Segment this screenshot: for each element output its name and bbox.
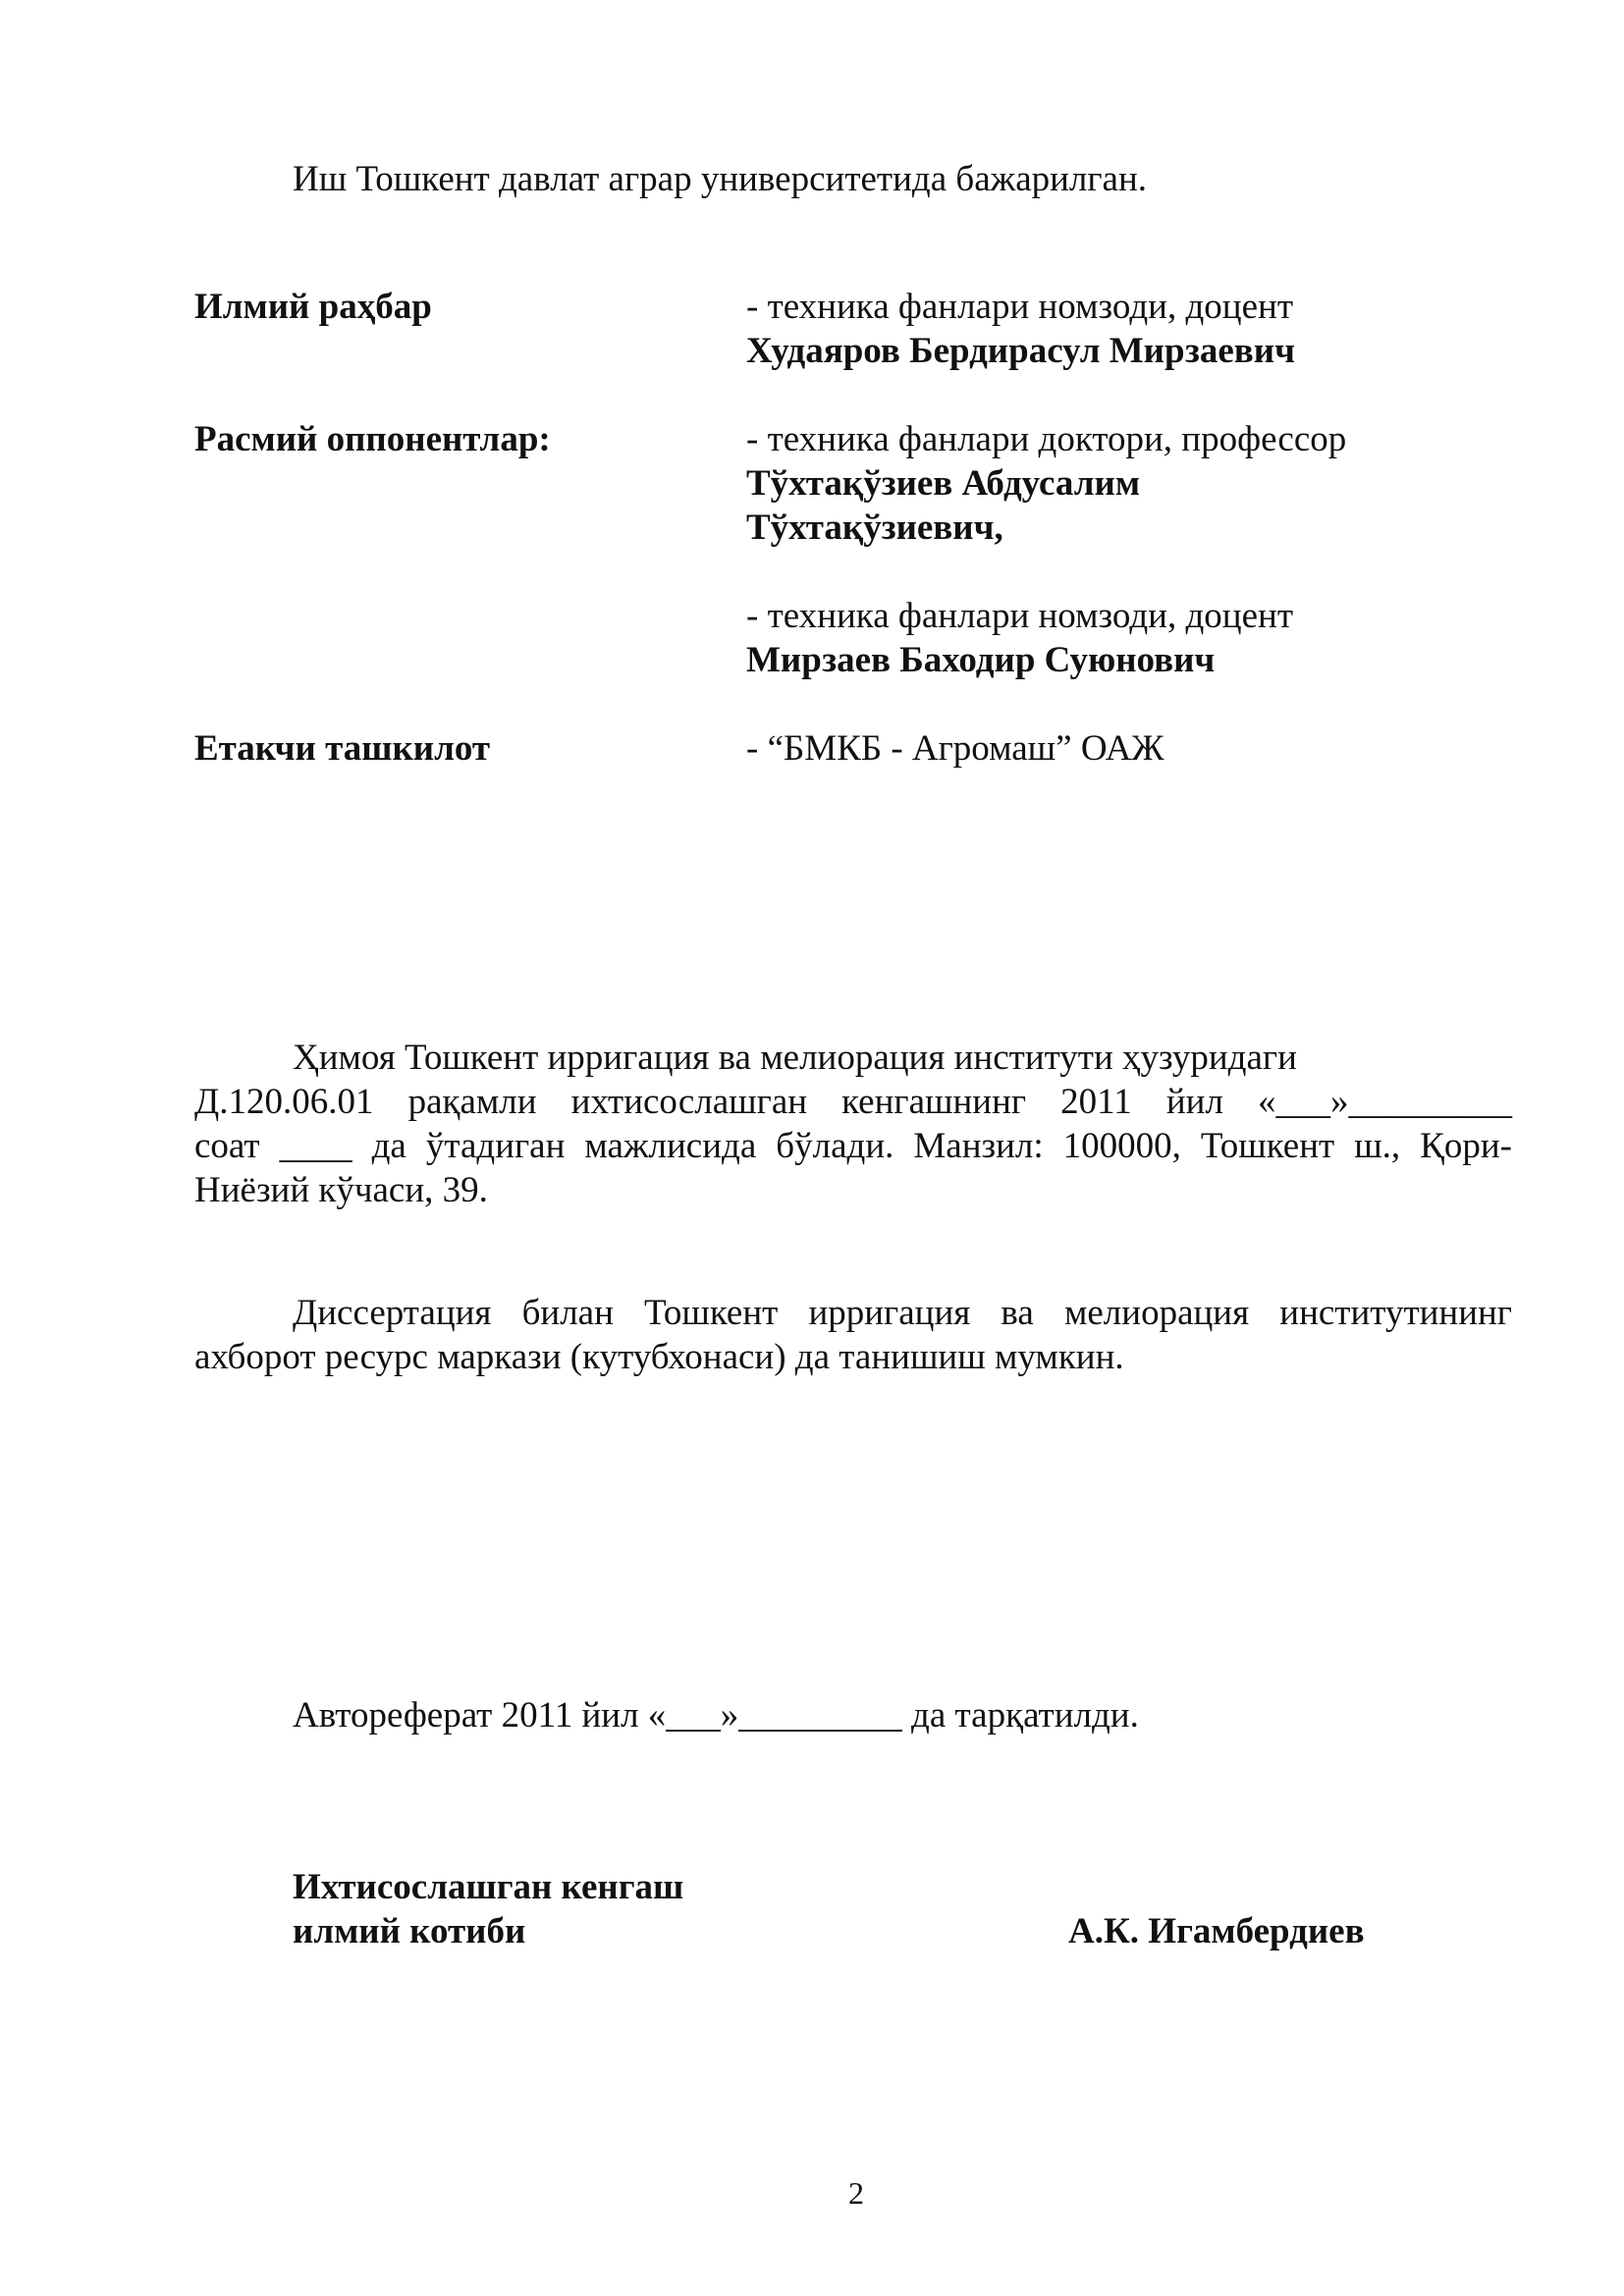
secretary-name: А.К. Игамбердиев <box>1068 1911 1365 1951</box>
page-number: 2 <box>848 2175 864 2211</box>
defense-line-1: Ҳимоя Тошкент ирригация ва мелиорация институти ҳузуридаги <box>293 1038 1297 1078</box>
defense-line-3: соат ____ да ўтадиган мажлисида бўлади. Манзил: 100000, Тошкент ш., Қори- <box>194 1126 1512 1166</box>
secretary-label-line2: илмий котиби <box>293 1911 526 1951</box>
opponents-label: Расмий оппонентлар: <box>194 419 551 459</box>
leading-org-value: - “БМКБ - Агромаш” ОАЖ <box>746 728 1164 769</box>
defense-line-2: Д.120.06.01 рақамли ихтисослашган кенгашнинг 2011 йил «___»_________ <box>194 1082 1512 1122</box>
opponent-1-name-line1: Тўхтақўзиев Абдусалим <box>746 463 1141 504</box>
opponent-2-title: - техника фанлари номзоди, доцент <box>746 596 1293 636</box>
supervisor-label: Илмий раҳбар <box>194 287 432 327</box>
library-line-1: Диссертация билан Тошкент ирригация ва мелиорация институтининг <box>293 1293 1512 1333</box>
opponent-1-title: - техника фанлари доктори, профессор <box>746 419 1347 459</box>
supervisor-name: Худаяров Бердирасул Мирзаевич <box>746 331 1295 371</box>
intro-text: Иш Тошкент давлат аграр университетида бажарилган. <box>293 159 1148 199</box>
opponent-2-name: Мирзаев Баходир Суюнович <box>746 640 1216 680</box>
opponent-1-name-line2: Тўхтақўзиевич, <box>746 507 1003 548</box>
distribution-text: Автореферат 2011 йил «___»_________ да тарқатилди. <box>293 1695 1139 1735</box>
defense-line-4: Ниёзий кўчаси, 39. <box>194 1170 488 1210</box>
supervisor-title: - техника фанлари номзоди, доцент <box>746 287 1293 327</box>
library-line-2: ахборот ресурс маркази (кутубхонаси) да танишиш мумкин. <box>194 1337 1124 1377</box>
secretary-label-line1: Ихтисослашган кенгаш <box>293 1867 684 1907</box>
leading-org-label: Етакчи ташкилот <box>194 728 491 769</box>
